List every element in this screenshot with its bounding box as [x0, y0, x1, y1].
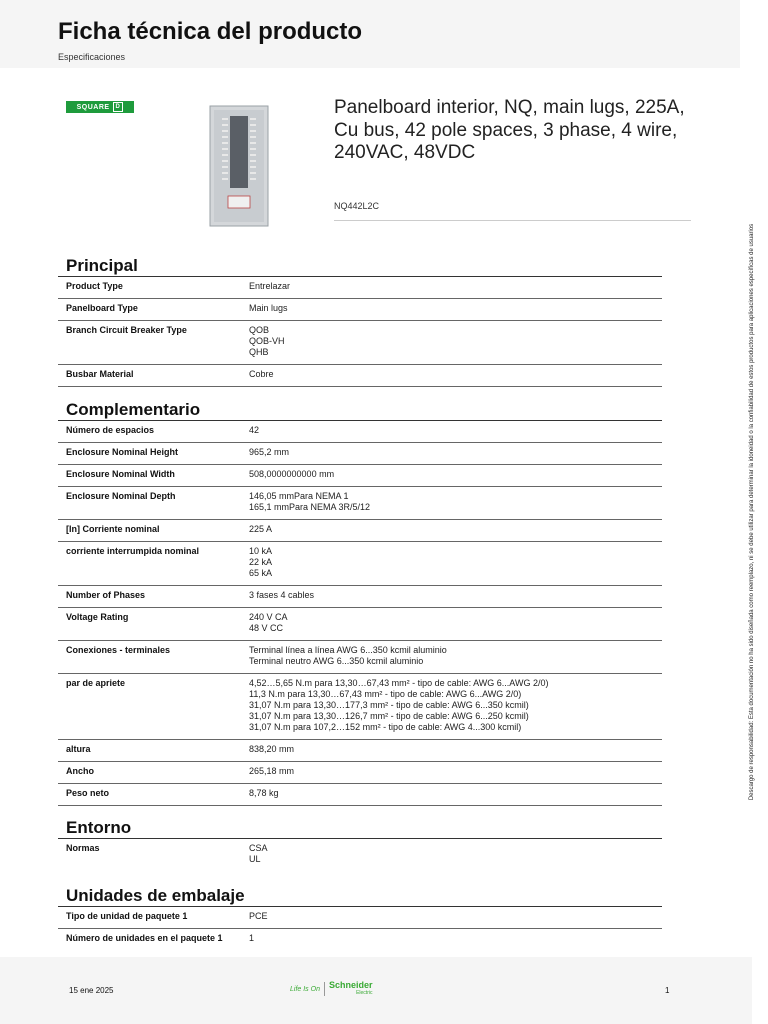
spec-value: PCE: [249, 911, 268, 921]
spec-row: [58, 907, 662, 929]
spec-label: Enclosure Nominal Height: [66, 447, 179, 457]
spec-value: 1: [249, 933, 255, 943]
spec-value: UL: [249, 854, 261, 864]
spec-values: [249, 546, 662, 585]
disclaimer-text: Descargo de responsabilidad: Esta documentación no ha sido diseñada como reemplazo, ni se debe utilizar para determinar la idoneidad o la confiabilidad de estos productos para aplicaciones específicas de usuarios: [749, 223, 755, 801]
spec-value: QOB-VH: [249, 336, 285, 346]
spec-label: Peso neto: [66, 788, 110, 798]
panelboard-image: [200, 104, 280, 229]
spec-value: 42: [249, 425, 260, 435]
section-title: Unidades de embalaje: [66, 886, 245, 905]
spec-value: 31,07 N.m para 13,30…126,7 mm² - tipo de cable: AWG 6...250 kcmil): [249, 711, 529, 721]
spec-values: [249, 678, 662, 739]
footer-date: 15 ene 2025: [69, 986, 114, 995]
spec-row: [58, 365, 662, 387]
spec-row: [58, 641, 662, 674]
spec-row: [58, 487, 662, 520]
product-reference: NQ442L2C: [334, 201, 380, 211]
spec-row: [58, 762, 662, 784]
spec-value: 508,0000000000 mm: [249, 469, 335, 479]
spec-label: Busbar Material: [66, 369, 134, 379]
page-subtitle: Especificaciones: [58, 52, 126, 62]
life-is-on-tagline: Life Is On: [290, 985, 320, 993]
spec-label: Enclosure Nominal Width: [66, 469, 175, 479]
spec-values: [249, 843, 662, 869]
spec-row: [58, 784, 662, 806]
spec-value: 165,1 mmPara NEMA 3R/5/12: [249, 502, 371, 512]
spec-label: Number of Phases: [66, 590, 146, 600]
spec-label: Panelboard Type: [66, 303, 138, 313]
section-title: Principal: [66, 256, 138, 275]
spec-values: [249, 491, 662, 519]
spec-value: 65 kA: [249, 568, 273, 578]
spec-values: [249, 325, 662, 364]
page-number: 1: [665, 986, 670, 995]
spec-value: 240 V CA: [249, 612, 288, 622]
spec-values: [249, 788, 662, 805]
spec-values: [249, 645, 662, 673]
spec-values: [249, 766, 662, 783]
spec-row: [58, 299, 662, 321]
schneider-logo: [290, 981, 372, 997]
product-description: Panelboard interior, NQ, main lugs, 225A, Cu bus, 42 pole spaces, 3 phase, 4 wire, 240VAC, 48VDC: [334, 97, 685, 163]
spec-row: [58, 839, 662, 869]
section-unidades-embalaje: [58, 886, 662, 957]
section-entorno: [58, 818, 662, 869]
page-title: Ficha técnica del producto: [58, 18, 363, 45]
spec-row: [58, 740, 662, 762]
spec-label: Voltage Rating: [66, 612, 129, 622]
spec-row: [58, 321, 662, 365]
spec-value: 31,07 N.m para 107,2…152 mm² - tipo de cable: AWG 4...300 kcmil): [249, 722, 522, 732]
page-header: [0, 0, 740, 68]
spec-row: [58, 542, 662, 586]
spec-row: [58, 520, 662, 542]
spec-values: [249, 744, 662, 761]
spec-row: [58, 929, 662, 957]
spec-values: [249, 933, 662, 957]
spec-values: [249, 590, 662, 607]
spec-values: [249, 425, 662, 442]
spec-label: Conexiones - terminales: [66, 645, 171, 655]
spec-value: 3 fases 4 cables: [249, 590, 315, 600]
square-d-logo: [66, 101, 134, 113]
company-name: [329, 981, 373, 997]
spec-row: [58, 465, 662, 487]
spec-values: [249, 447, 662, 464]
company-subtext: Electric: [356, 990, 373, 996]
spec-row: [58, 586, 662, 608]
spec-row: [58, 421, 662, 443]
spec-label: [In] Corriente nominal: [66, 524, 160, 534]
spec-value: 4,52…5,65 N.m para 13,30…67,43 mm² - tipo de cable: AWG 6...AWG 2/0): [249, 678, 549, 688]
spec-value: 31,07 N.m para 13,30…177,3 mm² - tipo de cable: AWG 6...350 kcmil): [249, 700, 529, 710]
spec-value: QHB: [249, 347, 269, 357]
logo-mark: D: [113, 102, 124, 112]
spec-label: Enclosure Nominal Depth: [66, 491, 176, 501]
spec-value: 10 kA: [249, 546, 273, 556]
spec-value: 48 V CC: [249, 623, 284, 633]
spec-label: Ancho: [66, 766, 94, 776]
section-principal: [58, 256, 662, 387]
spec-label: altura: [66, 744, 91, 754]
spec-row: [58, 674, 662, 740]
spec-values: [249, 303, 662, 320]
logo-separator: [324, 982, 325, 996]
spec-row: [58, 608, 662, 641]
spec-label: Número de espacios: [66, 425, 155, 435]
spec-values: [249, 469, 662, 486]
spec-values: [249, 612, 662, 640]
spec-value: Terminal neutro AWG 6...350 kcmil aluminio: [249, 656, 424, 666]
section-complementario: [58, 400, 662, 806]
spec-value: 265,18 mm: [249, 766, 295, 776]
spec-label: Branch Circuit Breaker Type: [66, 325, 187, 335]
spec-value: Entrelazar: [249, 281, 291, 291]
spec-row: [58, 443, 662, 465]
spec-label: Número de unidades en el paquete 1: [66, 933, 223, 943]
spec-value: 11,3 N.m para 13,30…67,43 mm² - tipo de cable: AWG 6...AWG 2/0): [249, 689, 522, 699]
divider: [334, 220, 691, 221]
spec-label: corriente interrumpida nominal: [66, 546, 200, 556]
spec-value: 22 kA: [249, 557, 273, 567]
spec-value: QOB: [249, 325, 270, 335]
section-title: Complementario: [66, 400, 201, 419]
spec-value: Cobre: [249, 369, 274, 379]
page-footer: [0, 957, 752, 1024]
spec-row: [58, 277, 662, 299]
spec-value: 838,20 mm: [249, 744, 295, 754]
spec-values: [249, 369, 662, 386]
spec-label: par de apriete: [66, 678, 126, 688]
spec-value: Main lugs: [249, 303, 288, 313]
spec-value: 965,2 mm: [249, 447, 290, 457]
spec-value: Terminal línea a línea AWG 6...350 kcmil aluminio: [249, 645, 447, 655]
spec-label: Normas: [66, 843, 100, 853]
spec-label: Product Type: [66, 281, 123, 291]
spec-values: [249, 524, 662, 541]
spec-value: 146,05 mmPara NEMA 1: [249, 491, 349, 501]
spec-value: 225 A: [249, 524, 273, 534]
spec-label: Tipo de unidad de paquete 1: [66, 911, 188, 921]
spec-values: [249, 281, 662, 298]
company-text: Schneider: [328, 980, 373, 990]
section-title: Entorno: [66, 818, 132, 837]
logo-text: SQUARE: [76, 103, 110, 111]
spec-value: 8,78 kg: [249, 788, 279, 798]
spec-value: CSA: [249, 843, 268, 853]
spec-values: [249, 911, 662, 928]
